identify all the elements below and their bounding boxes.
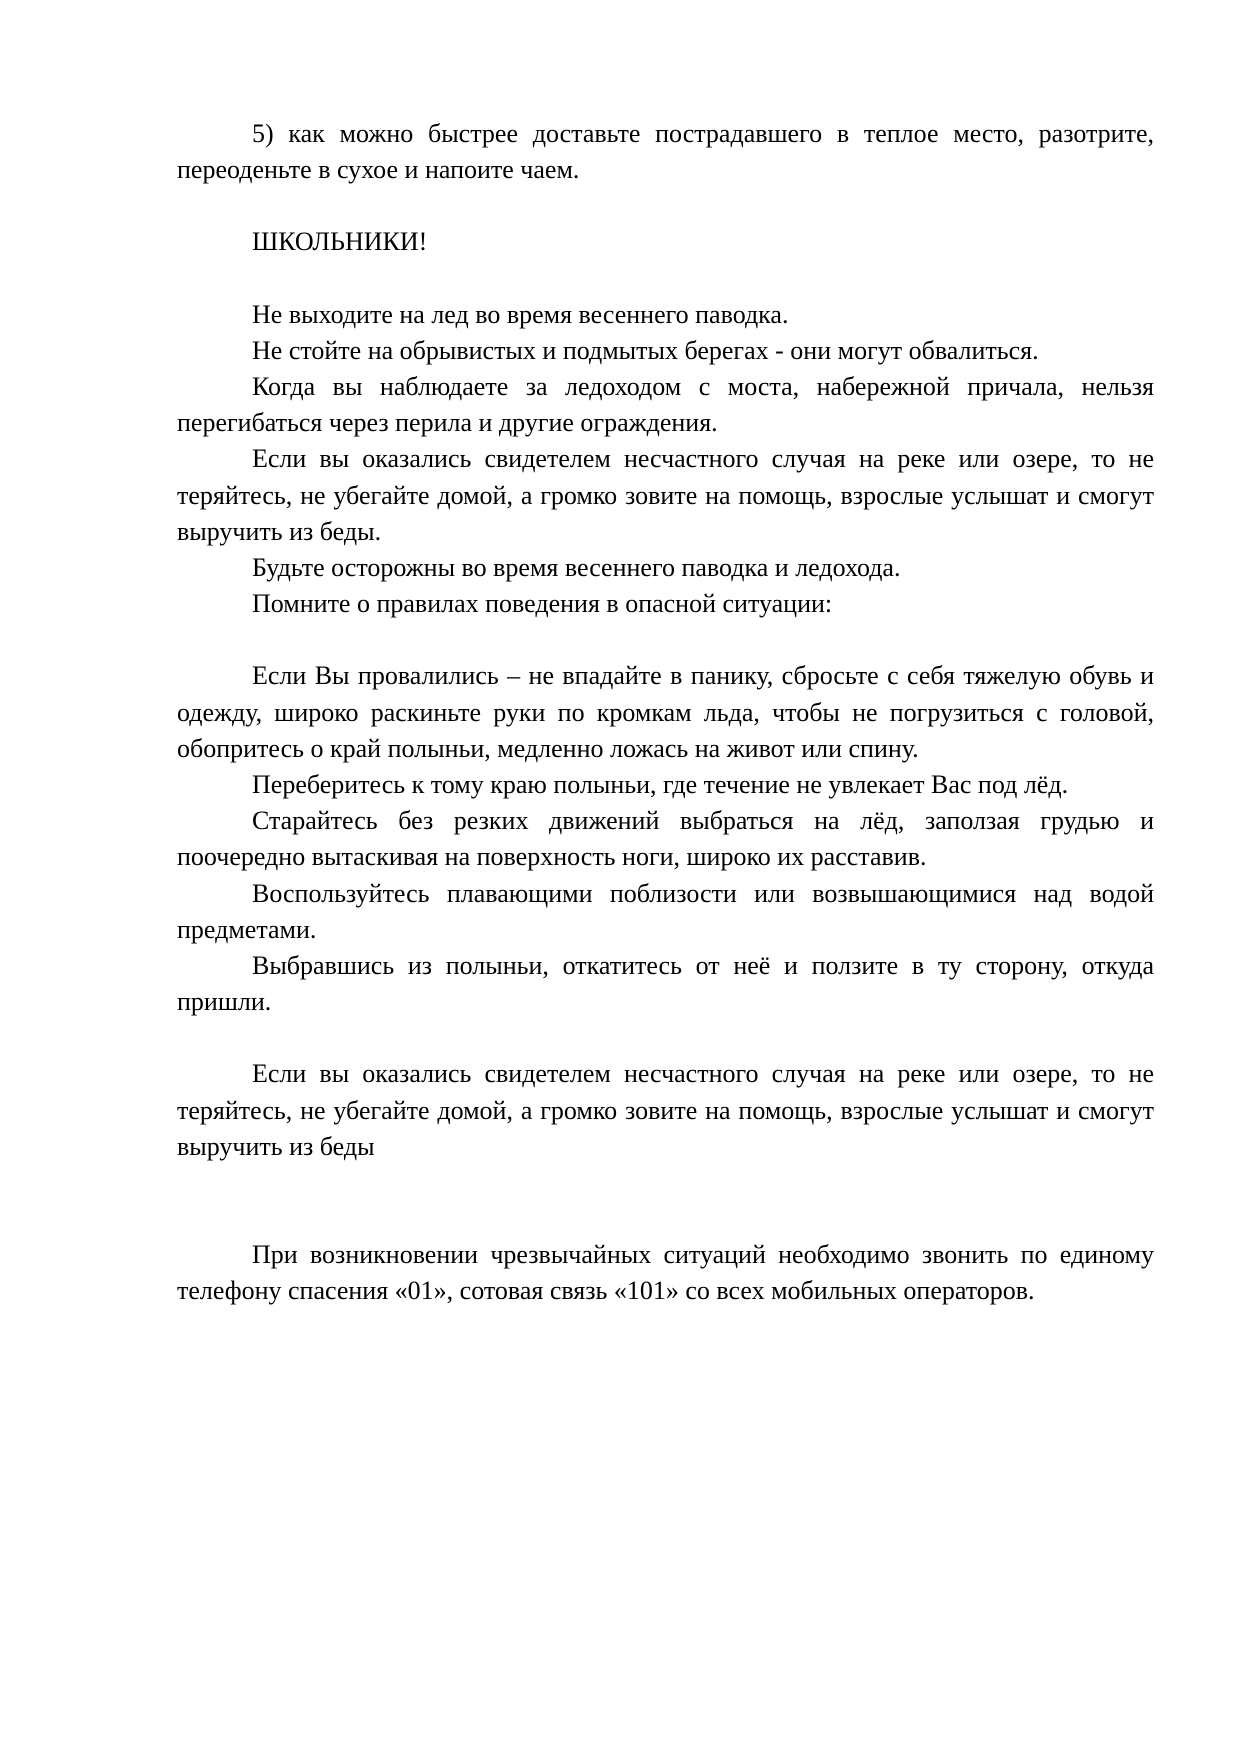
paragraph-witness-repeat: Если вы оказались свидетелем несчастного случая на реке или озере, то не теряйтесь, не убегайте домой, а громко зовите на помощь, взрослые услышат и смогут выручить из беды — [177, 1059, 1154, 1161]
paragraph-fell-through: Если Вы провалились – не впадайте в панику, сбросьте с себя тяжелую обувь и одежду, широко раскиньте руки по кромкам льда, чтобы не погрузиться с головой, обопритесь о край полыньи, медленно ложась на живот или спину. — [177, 661, 1154, 763]
paragraph-climb-out: Старайтесь без резких движений выбраться на лёд, заползая грудью и поочередно вытаскивая на поверхность ноги, широко их расставив. — [177, 806, 1154, 872]
paragraph-bridge: Когда вы наблюдаете за ледоходом с моста, набережной причала, нельзя перегибаться через перила и другие ограждения. — [177, 372, 1154, 438]
paragraph-move-edge: Переберитесь к тому краю полыньи, где течение не увлекает Вас под лёд. — [252, 770, 1069, 800]
paragraph-banks: Не стойте на обрывистых и подмытых берегах - они могут обвалиться. — [252, 335, 1039, 365]
paragraph-warm-place: 5) как можно быстрее доставьте пострадавшего в теплое место, разотрите, переоденьте в сухое и напоите чаем. — [177, 119, 1154, 185]
paragraph-roll-away: Выбравшись из полыньи, откатитесь от неё и ползите в ту сторону, откуда пришли. — [177, 951, 1154, 1017]
paragraph-no-ice: Не выходите на лед во время весеннего паводка. — [252, 299, 789, 329]
paragraph-remember-rules: Помните о правилах поведения в опасной ситуации: — [252, 589, 833, 619]
heading-schoolchildren: ШКОЛЬНИКИ! — [252, 227, 428, 257]
paragraph-emergency-phone: При возникновении чрезвычайных ситуаций необходимо звонить по единому телефону спасения «01», сотовая связь «101» со всех мобильных операторов. — [177, 1240, 1154, 1306]
paragraph-witness: Если вы оказались свидетелем несчастного случая на реке или озере, то не теряйтесь, не убегайте домой, а громко зовите на помощь, взрослые услышат и смогут выручить из беды. — [177, 444, 1154, 546]
paragraph-floating-objects: Воспользуйтесь плавающими поблизости или возвышающимися над водой предметами. — [177, 878, 1154, 944]
paragraph-careful: Будьте осторожны во время весеннего паводка и ледохода. — [252, 553, 901, 583]
document-body — [177, 116, 1154, 1309]
